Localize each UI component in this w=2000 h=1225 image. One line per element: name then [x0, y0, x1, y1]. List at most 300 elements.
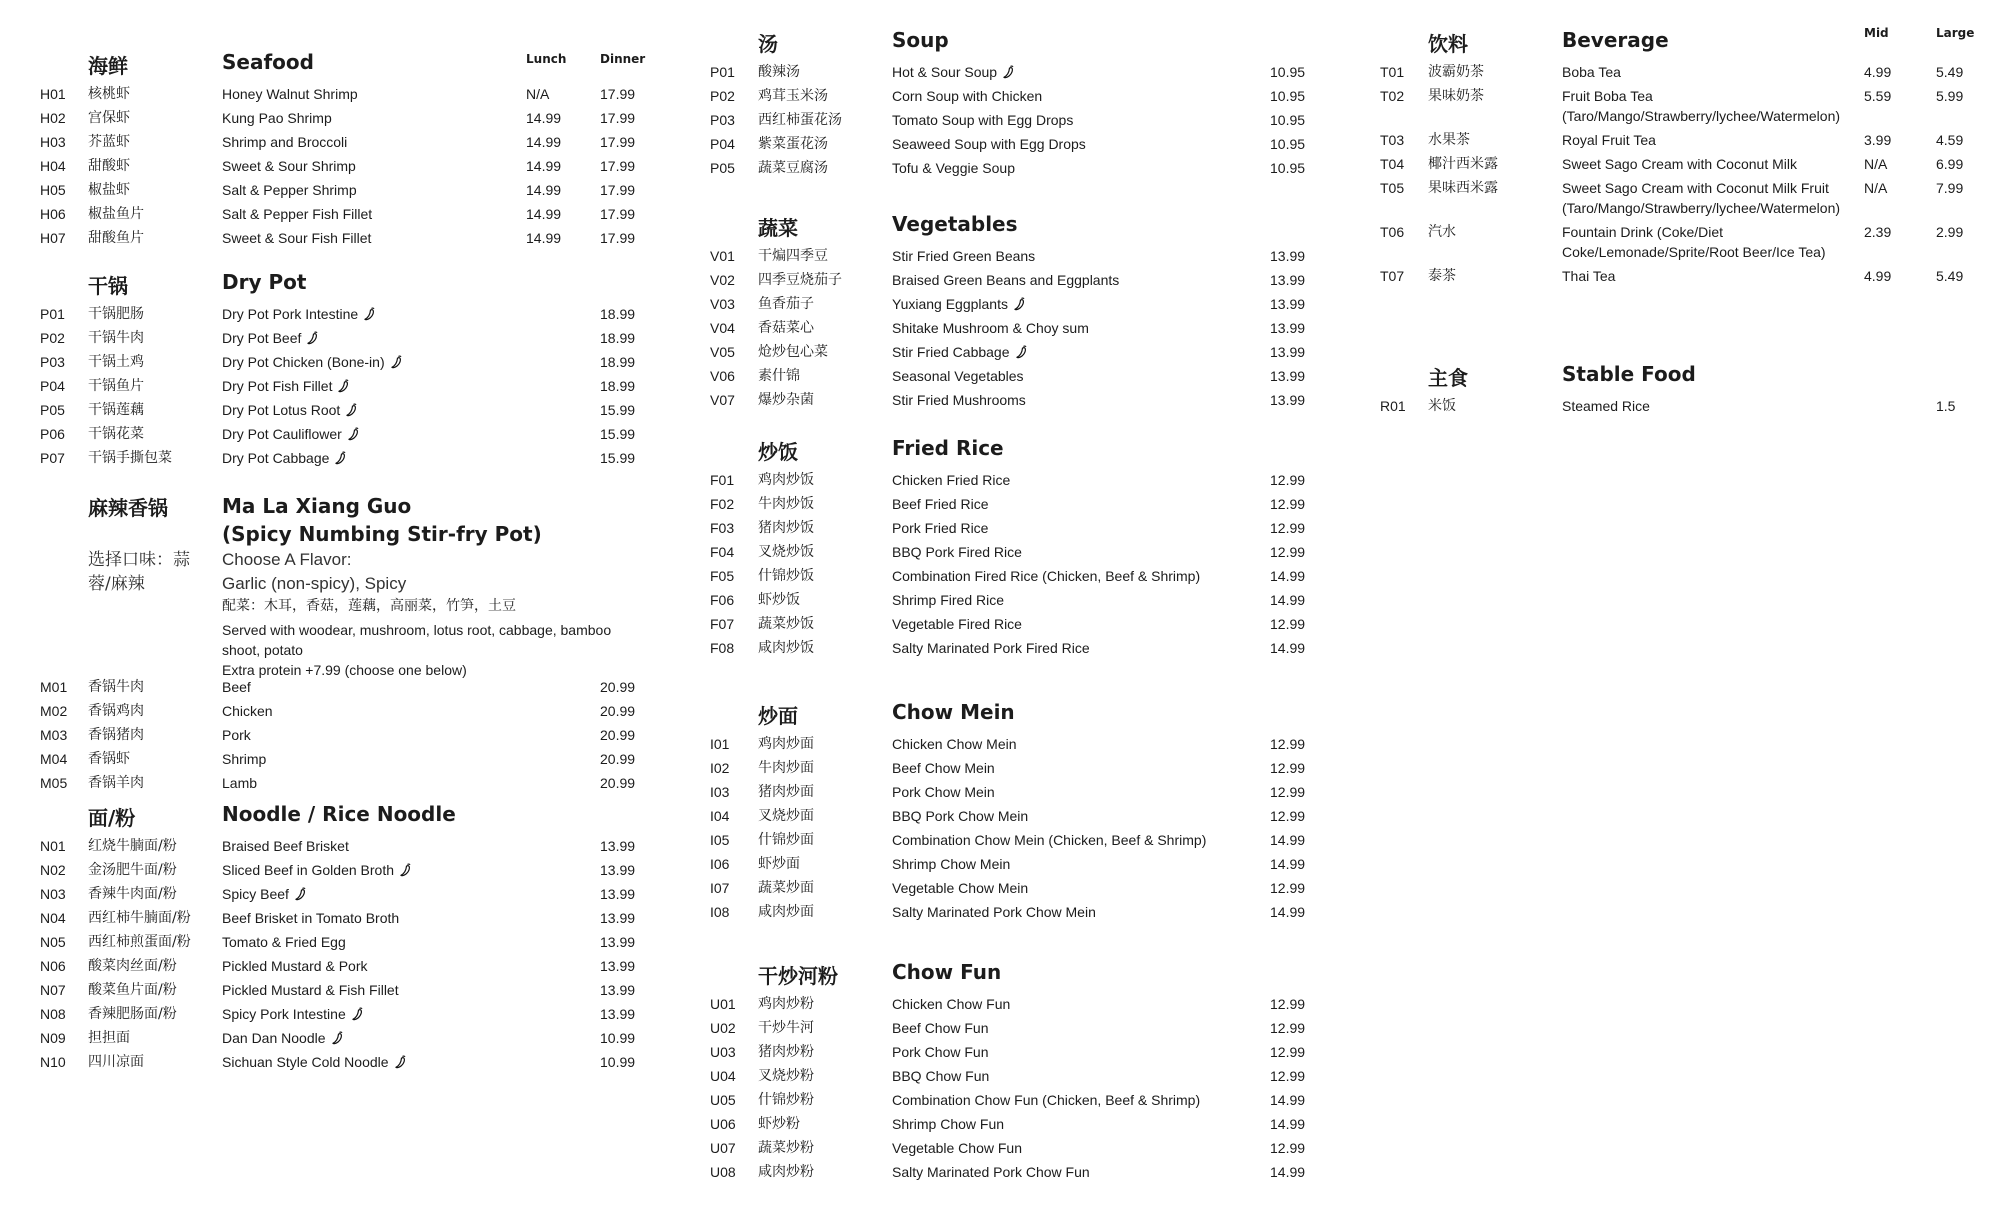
item-price-price: 13.99 — [1270, 392, 1306, 408]
item-name-en-wrap — [892, 134, 1230, 154]
section-title-en: Chow Fun — [892, 960, 1002, 984]
item-name-en: Beef Fried Rice — [892, 496, 989, 512]
item-code: F08 — [710, 640, 735, 656]
item-name-en: Tomato & Fried Egg — [222, 934, 346, 950]
menu-item-row — [40, 376, 640, 396]
item-name-cn: 干锅肥肠 — [88, 306, 144, 322]
item-name-en-wrap — [222, 132, 560, 152]
item-name-en: Spicy Beef — [222, 886, 289, 902]
item-code: N05 — [40, 934, 66, 950]
item-code: P05 — [710, 160, 735, 176]
menu-item-row — [40, 180, 640, 200]
menu-item-row — [1380, 266, 1980, 286]
item-name-en-wrap — [892, 1090, 1230, 1110]
item-name-en-wrap — [892, 542, 1230, 562]
section-soup — [710, 28, 1310, 182]
item-price-dinner: 17.99 — [600, 206, 636, 222]
item-name-en-wrap — [892, 830, 1230, 850]
item-name-en-wrap — [222, 1052, 560, 1072]
item-name-en-wrap — [892, 590, 1230, 610]
item-price-price: 12.99 — [1270, 760, 1306, 776]
menu-item-row — [40, 860, 640, 880]
section-header — [710, 436, 1310, 470]
menu-item-row — [710, 638, 1310, 658]
menu-item-row — [710, 830, 1310, 850]
menu-item-row — [40, 424, 640, 444]
item-name-cn: 水果茶 — [1428, 132, 1470, 148]
section-header — [710, 212, 1310, 246]
item-name-en-wrap — [892, 854, 1230, 874]
item-name-en-wrap — [892, 1162, 1230, 1182]
lunch-column-label: Lunch — [526, 52, 567, 66]
item-price-price: 12.99 — [1270, 472, 1306, 488]
item-name-en-wrap — [222, 980, 560, 1000]
item-name-en-wrap — [222, 884, 560, 904]
item-name-cn: 什锦炒饭 — [758, 568, 814, 584]
section-header — [710, 960, 1310, 994]
item-name-en-wrap — [892, 110, 1230, 130]
item-code: P04 — [40, 378, 65, 394]
section-drypot — [40, 270, 640, 472]
item-price-lunch: 14.99 — [526, 182, 562, 198]
item-name-en: Combination Chow Mein (Chicken, Beef & Shrimp) — [892, 832, 1207, 848]
item-name-en-wrap — [222, 204, 560, 224]
item-code: P07 — [40, 450, 65, 466]
item-code: N09 — [40, 1030, 66, 1046]
chili-pepper-icon — [338, 378, 350, 392]
item-code: N03 — [40, 886, 66, 902]
item-name-en: Sliced Beef in Golden Broth — [222, 862, 394, 878]
item-name-en-wrap — [222, 836, 560, 856]
item-name-cn: 波霸奶茶 — [1428, 64, 1484, 80]
menu-item-row — [40, 725, 640, 745]
section-title-cn: 麻辣香锅 — [88, 496, 168, 520]
item-price-mid: 5.59 — [1864, 88, 1892, 104]
item-price-lunch: 14.99 — [526, 230, 562, 246]
item-list — [710, 994, 1310, 1182]
item-price-price: 12.99 — [1270, 616, 1306, 632]
item-name-en-wrap — [222, 1004, 560, 1024]
menu-item-row — [40, 84, 640, 104]
item-code: I07 — [710, 880, 730, 896]
served-with-cn: 配菜：木耳，香菇，莲藕，高丽菜，竹笋，土豆 — [222, 598, 516, 614]
item-name-en: Chicken — [222, 703, 273, 719]
item-name-en: Sweet Sago Cream with Coconut Milk Fruit (Taro/Mango/Strawberry/lychee/Watermelon) — [1562, 180, 1841, 216]
item-name-en-wrap — [222, 424, 560, 444]
item-code: I01 — [710, 736, 730, 752]
item-name-en-wrap — [892, 1066, 1230, 1086]
extra-protein-note: Extra protein +7.99 (choose one below) — [222, 662, 467, 678]
item-code: N06 — [40, 958, 66, 974]
menu-item-row — [40, 749, 640, 769]
section-title-cn: 汤 — [758, 32, 778, 56]
item-price-price: 10.95 — [1270, 112, 1306, 128]
menu-item-row — [710, 782, 1310, 802]
item-name-en: Dry Pot Fish Fillet — [222, 378, 333, 394]
item-name-en-wrap — [222, 956, 560, 976]
section-title-en: Stable Food — [1562, 362, 1696, 386]
item-name-en: Dry Pot Cabbage — [222, 450, 330, 466]
item-name-cn: 椰汁西米露 — [1428, 156, 1498, 172]
menu-item-row — [40, 328, 640, 348]
item-name-en-wrap — [892, 494, 1230, 514]
item-price-lunch: 14.99 — [526, 110, 562, 126]
item-name-en-wrap — [222, 932, 560, 952]
item-name-cn: 什锦炒面 — [758, 832, 814, 848]
item-price-lunch: 14.99 — [526, 206, 562, 222]
chili-pepper-icon — [346, 402, 358, 416]
item-name-en-wrap — [222, 180, 560, 200]
item-name-en: Stir Fried Green Beans — [892, 248, 1036, 264]
item-price-price: 10.95 — [1270, 136, 1306, 152]
section-seafood — [40, 50, 646, 252]
item-name-en-wrap — [222, 701, 560, 721]
item-price-price: 13.99 — [600, 934, 636, 950]
item-name-cn: 椒盐虾 — [88, 182, 130, 198]
item-name-cn: 米饭 — [1428, 398, 1456, 414]
item-name-cn: 蔬菜炒粉 — [758, 1140, 814, 1156]
menu-item-row — [40, 352, 640, 372]
item-list — [710, 246, 1310, 410]
item-code: V06 — [710, 368, 735, 384]
flavor-choice-cn: 选择口味：蒜蓉/麻辣 — [88, 550, 190, 594]
menu-item-row — [710, 270, 1310, 290]
section-title-cn: 干锅 — [88, 274, 128, 298]
section-title-cn: 炒饭 — [758, 440, 798, 464]
item-name-en: Pork Chow Mein — [892, 784, 995, 800]
item-name-en-wrap — [222, 400, 560, 420]
section-header — [1380, 28, 1980, 62]
item-price-price: 13.99 — [1270, 296, 1306, 312]
item-name-en: Beef Chow Fun — [892, 1020, 989, 1036]
section-header — [710, 700, 1310, 734]
item-price-price: 14.99 — [1270, 1116, 1306, 1132]
item-name-en: Fountain Drink (Coke/Diet Coke/Lemonade/Sprite/Root Beer/Ice Tea) — [1562, 224, 1826, 260]
item-price-price: 18.99 — [600, 354, 636, 370]
item-code: V04 — [710, 320, 735, 336]
flavor-label: Choose A Flavor: — [222, 550, 352, 569]
item-name-cn: 椒盐鱼片 — [88, 206, 144, 222]
item-code: I02 — [710, 760, 730, 776]
item-price-price: 14.99 — [1270, 1164, 1306, 1180]
item-code: U01 — [710, 996, 736, 1012]
item-code: P02 — [40, 330, 65, 346]
item-name-cn: 汽水 — [1428, 224, 1456, 240]
flavor-options: Garlic (non-spicy), Spicy — [222, 574, 407, 593]
menu-item-row — [40, 932, 640, 952]
item-price-price: 10.95 — [1270, 160, 1306, 176]
item-name-en: Seasonal Vegetables — [892, 368, 1024, 384]
item-name-cn: 猪肉炒粉 — [758, 1044, 814, 1060]
item-price-price: 18.99 — [600, 378, 636, 394]
menu-item-row — [40, 836, 640, 856]
item-list — [40, 304, 640, 468]
item-name-en-wrap — [222, 860, 560, 880]
item-code: H07 — [40, 230, 66, 246]
item-name-en: Vegetable Chow Mein — [892, 880, 1029, 896]
item-name-cn: 干锅花菜 — [88, 426, 144, 442]
item-name-cn: 担担面 — [88, 1030, 130, 1046]
item-code: H06 — [40, 206, 66, 222]
menu-item-row — [710, 86, 1310, 106]
item-name-en: Salty Marinated Pork Chow Mein — [892, 904, 1096, 920]
item-name-en-wrap — [1562, 178, 1848, 218]
item-code: U07 — [710, 1140, 736, 1156]
mid-size-label: Mid — [1864, 26, 1889, 40]
item-price-dinner: 17.99 — [600, 110, 636, 126]
menu-item-row — [40, 448, 640, 468]
item-name-en-wrap — [1562, 86, 1848, 126]
item-name-en-wrap — [222, 84, 560, 104]
item-name-en: Combination Fired Rice (Chicken, Beef & Shrimp) — [892, 568, 1201, 584]
section-header — [710, 28, 1310, 62]
item-name-en-wrap — [222, 725, 560, 745]
item-code: U06 — [710, 1116, 736, 1132]
chili-pepper-icon — [335, 450, 347, 464]
item-price-price: 15.99 — [600, 402, 636, 418]
menu-item-row — [710, 806, 1310, 826]
item-price-price: 14.99 — [1270, 568, 1306, 584]
menu-item-row — [40, 108, 640, 128]
menu-item-row — [1380, 62, 1980, 82]
item-code: H01 — [40, 86, 66, 102]
menu-item-row — [710, 518, 1310, 538]
menu-item-row — [40, 980, 640, 1000]
item-price-dinner: 17.99 — [600, 158, 636, 174]
menu-item-row — [710, 342, 1310, 362]
item-price-price: 14.99 — [1270, 640, 1306, 656]
menu-item-row — [710, 878, 1310, 898]
item-code: N04 — [40, 910, 66, 926]
chili-pepper-icon — [307, 330, 319, 344]
item-name-en: Chicken Chow Mein — [892, 736, 1017, 752]
item-price-price: 13.99 — [600, 1006, 636, 1022]
item-code: F01 — [710, 472, 735, 488]
item-code: T05 — [1380, 180, 1405, 196]
section-noodle — [40, 802, 640, 1076]
section-staple — [1380, 362, 1980, 420]
menu-item-row — [710, 1114, 1310, 1134]
item-price-large: 5.49 — [1936, 64, 1964, 80]
item-name-en: Braised Green Beans and Eggplants — [892, 272, 1120, 288]
menu-item-row — [710, 134, 1310, 154]
item-price-large: 4.59 — [1936, 132, 1964, 148]
item-name-en: Fruit Boba Tea (Taro/Mango/Strawberry/lychee/Watermelon) — [1562, 88, 1841, 124]
item-name-en-wrap — [222, 352, 560, 372]
item-name-en-wrap — [892, 1042, 1230, 1062]
item-name-en: Sweet & Sour Fish Fillet — [222, 230, 372, 246]
item-name-cn: 虾炒面 — [758, 856, 800, 872]
item-price-mid: 4.99 — [1864, 268, 1892, 284]
chili-pepper-icon — [391, 354, 403, 368]
chili-pepper-icon — [348, 426, 360, 440]
menu-item-row — [40, 884, 640, 904]
item-name-cn: 叉烧炒粉 — [758, 1068, 814, 1084]
item-name-en: Spicy Pork Intestine — [222, 1006, 346, 1022]
item-code: V03 — [710, 296, 735, 312]
item-name-cn: 酸辣汤 — [758, 64, 800, 80]
item-code: P04 — [710, 136, 735, 152]
item-code: V01 — [710, 248, 735, 264]
item-name-en: Shrimp — [222, 751, 267, 767]
item-name-en: Vegetable Fired Rice — [892, 616, 1022, 632]
item-price-dinner: 17.99 — [600, 230, 636, 246]
item-name-en: Chicken Chow Fun — [892, 996, 1011, 1012]
item-name-en-wrap — [222, 773, 560, 793]
item-code: T01 — [1380, 64, 1405, 80]
menu-item-row — [710, 158, 1310, 178]
item-code: F06 — [710, 592, 735, 608]
item-price-mid: 3.99 — [1864, 132, 1892, 148]
section-title-cn: 海鲜 — [88, 54, 128, 78]
item-name-en: Beef — [222, 679, 251, 695]
item-list — [710, 734, 1310, 922]
item-list — [710, 470, 1310, 658]
item-code: I03 — [710, 784, 730, 800]
item-name-en: Dry Pot Chicken (Bone-in) — [222, 354, 385, 370]
section-title-en-line1: Ma La Xiang Guo — [222, 494, 412, 518]
menu-item-row — [40, 204, 640, 224]
item-name-en-wrap — [892, 390, 1230, 410]
menu-item-row — [710, 758, 1310, 778]
item-name-cn: 香锅虾 — [88, 751, 130, 767]
item-price-price: 10.99 — [600, 1030, 636, 1046]
item-name-cn: 干锅手撕包菜 — [88, 450, 172, 466]
section-header — [40, 50, 646, 84]
menu-item-row — [40, 1004, 640, 1024]
item-price-large: 6.99 — [1936, 156, 1964, 172]
item-price-price: 12.99 — [1270, 496, 1306, 512]
chili-pepper-icon — [1014, 296, 1026, 310]
menu-item-row — [40, 773, 640, 793]
menu-item-row — [40, 228, 640, 248]
item-name-cn: 酸菜肉丝面/粉 — [88, 958, 177, 974]
item-name-cn: 香菇菜心 — [758, 320, 814, 336]
item-code: M01 — [40, 679, 68, 695]
item-name-en: Kung Pao Shrimp — [222, 110, 332, 126]
item-code: N08 — [40, 1006, 66, 1022]
item-code: N07 — [40, 982, 66, 998]
served-with-en: Served with woodear, mushroom, lotus root, cabbage, bamboo shoot, potato — [222, 622, 612, 658]
item-name-cn: 咸肉炒粉 — [758, 1164, 814, 1180]
section-chowmein — [710, 700, 1310, 926]
menu-item-row — [1380, 86, 1980, 126]
item-name-en: Vegetable Chow Fun — [892, 1140, 1022, 1156]
item-name-en-wrap — [222, 228, 560, 248]
item-price-price: 20.99 — [600, 775, 636, 791]
item-code: F05 — [710, 568, 735, 584]
item-name-cn: 蔬菜炒饭 — [758, 616, 814, 632]
item-name-cn: 虾炒粉 — [758, 1116, 800, 1132]
item-code: U05 — [710, 1092, 736, 1108]
item-name-en: Lamb — [222, 775, 258, 791]
item-price-price: 12.99 — [1270, 784, 1306, 800]
menu-item-row — [710, 1090, 1310, 1110]
item-name-en: Shrimp Fired Rice — [892, 592, 1005, 608]
item-name-en: Shrimp Chow Mein — [892, 856, 1011, 872]
item-price-price: 20.99 — [600, 703, 636, 719]
item-name-cn: 干锅土鸡 — [88, 354, 144, 370]
item-price-price: 12.99 — [1270, 880, 1306, 896]
menu-item-row — [1380, 222, 1980, 262]
dinner-column-label: Dinner — [600, 52, 646, 66]
item-price-price: 20.99 — [600, 751, 636, 767]
item-name-en: BBQ Pork Chow Mein — [892, 808, 1029, 824]
item-name-en: Stir Fried Cabbage — [892, 344, 1010, 360]
item-name-cn: 香锅羊肉 — [88, 775, 144, 791]
item-name-en-wrap — [892, 806, 1230, 826]
item-name-en: Dan Dan Noodle — [222, 1030, 326, 1046]
item-name-cn: 香锅猪肉 — [88, 727, 144, 743]
item-name-cn: 芥蓝虾 — [88, 134, 130, 150]
item-name-en-wrap — [222, 448, 560, 468]
item-code: U02 — [710, 1020, 736, 1036]
menu-item-row — [710, 854, 1310, 874]
item-list — [40, 836, 640, 1072]
item-name-cn: 牛肉炒饭 — [758, 496, 814, 512]
menu-item-row — [710, 110, 1310, 130]
item-name-en: Salt & Pepper Fish Fillet — [222, 206, 373, 222]
section-title-en-line2: (Spicy Numbing Stir-fry Pot) — [222, 522, 542, 546]
section-title-cn: 干炒河粉 — [758, 964, 838, 988]
menu-item-row — [710, 902, 1310, 922]
item-name-cn: 什锦炒粉 — [758, 1092, 814, 1108]
item-name-en: Sweet Sago Cream with Coconut Milk — [1562, 156, 1797, 172]
menu-item-row — [1380, 396, 1980, 416]
item-name-en: Thai Tea — [1562, 268, 1616, 284]
item-price-price: 10.95 — [1270, 64, 1306, 80]
item-price-dinner: 17.99 — [600, 86, 636, 102]
section-title-en: Noodle / Rice Noodle — [222, 802, 456, 826]
item-code: V07 — [710, 392, 735, 408]
menu-item-row — [710, 614, 1310, 634]
item-price-price: 13.99 — [600, 886, 636, 902]
menu-item-row — [710, 566, 1310, 586]
item-code: I05 — [710, 832, 730, 848]
item-price-price: 18.99 — [600, 330, 636, 346]
item-name-en-wrap — [1562, 130, 1848, 150]
item-code: R01 — [1380, 398, 1406, 414]
item-price-price: 20.99 — [600, 679, 636, 695]
menu-item-row — [710, 366, 1310, 386]
item-name-en-wrap — [222, 1028, 560, 1048]
item-price-price: 13.99 — [1270, 320, 1306, 336]
chili-pepper-icon — [395, 1054, 407, 1068]
item-name-cn: 咸肉炒面 — [758, 904, 814, 920]
item-name-en: Dry Pot Lotus Root — [222, 402, 341, 418]
item-code: N02 — [40, 862, 66, 878]
item-name-en-wrap — [892, 246, 1230, 266]
section-title-en: Seafood — [222, 50, 314, 74]
item-price-price: 10.99 — [600, 1054, 636, 1070]
item-name-en-wrap — [222, 908, 560, 928]
item-name-en: Beef Brisket in Tomato Broth — [222, 910, 400, 926]
section-title-en: Dry Pot — [222, 270, 307, 294]
item-list — [40, 84, 640, 248]
item-name-en-wrap — [892, 902, 1230, 922]
item-name-cn: 泰茶 — [1428, 268, 1456, 284]
item-name-en-wrap — [892, 62, 1230, 82]
item-name-cn: 鸡肉炒粉 — [758, 996, 814, 1012]
item-price-price: 13.99 — [600, 958, 636, 974]
item-name-cn: 蔬菜豆腐汤 — [758, 160, 828, 176]
item-name-en-wrap — [892, 566, 1230, 586]
section-title-en: Vegetables — [892, 212, 1018, 236]
item-name-cn: 紫菜蛋花汤 — [758, 136, 828, 152]
menu-item-row — [710, 494, 1310, 514]
menu-item-row — [40, 400, 640, 420]
item-name-cn: 鸡茸玉米汤 — [758, 88, 828, 104]
